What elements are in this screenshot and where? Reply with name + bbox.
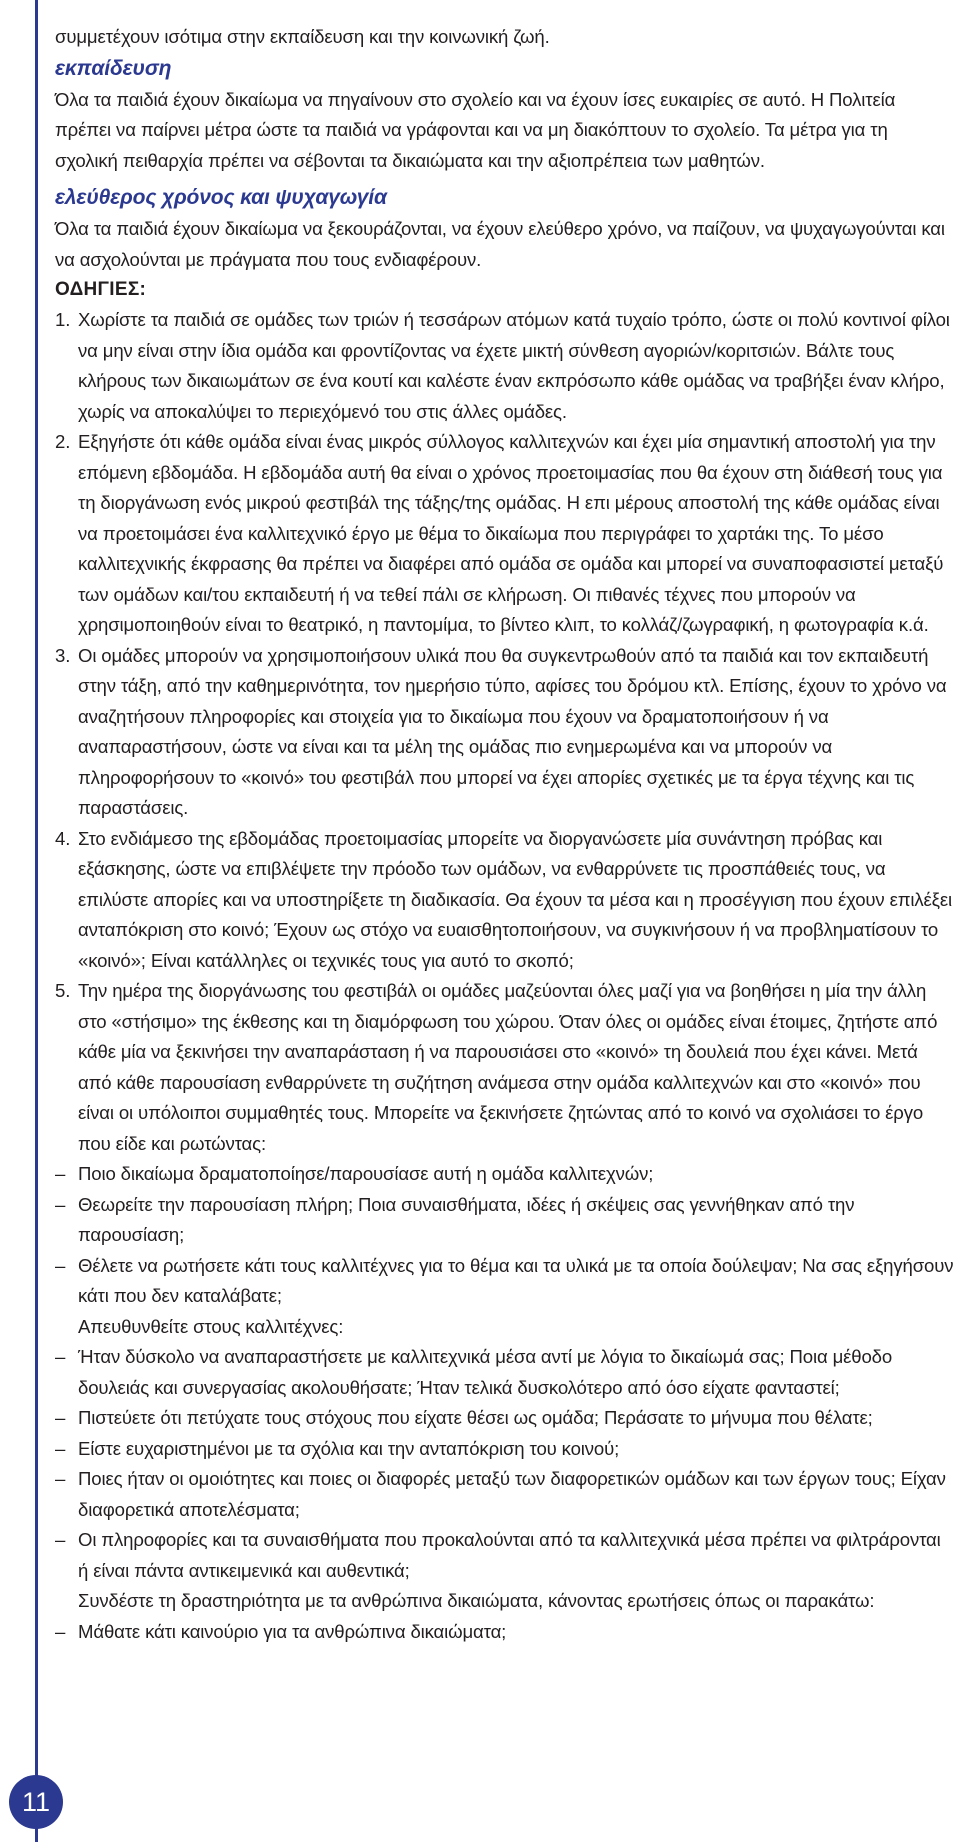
dash-bullet: – (55, 1346, 66, 1367)
instructions-title: ΟΔΗΓΙΕΣ: (55, 279, 147, 300)
list-item (55, 1617, 955, 1648)
audience-question: Θέλετε να ρωτήσετε κάτι τους καλλιτέχνες για το θέμα και τα υλικά με τα οποία δούλεψαν; Να σας εξηγήσουν κάτι που δεν καταλάβατε; (78, 1254, 954, 1306)
leisure-heading: ελεύθερος χρόνος και ψυχαγωγία (55, 186, 387, 209)
artist-questions-list (55, 1342, 955, 1586)
artist-question: Είστε ευχαριστημένοι με τα σχόλια και την ανταπόκριση του κοινού; (78, 1437, 620, 1459)
step-number: 5. (55, 980, 71, 1001)
step-number: 3. (55, 644, 71, 666)
instruction-step (55, 305, 955, 427)
step-text: Την ημέρα της διοργάνωσης του φεστιβάλ οι ομάδες μαζεύονται όλες μαζί για να βοηθήσει η μία την άλλη στο «στήσιμο» της έκθεσης και τη διαμόρφωση του χώρου. Όταν όλες οι ομάδες είναι έτοιμες, ζητήστε από κάθε μία να ξεκινήσει την αναπαράσταση ή να παρουσιάσει στο «κοινό» τη δουλειά που έχει κάνει. Μετά από κάθε παρουσίαση ενθαρρύνετε τη συζήτηση ανάμεσα στην ομάδα καλλιτεχνών και στο «κοινό» που είναι οι υπόλοιποι συμμαθητές τους. Μπορείτε να ξεκινήσετε ζητώντας από το κοινό να σχολιάσει το έργο που είδε και ρωτώντας: (78, 980, 938, 1154)
artist-question: Πιστεύετε ότι πετύχατε τους στόχους που είχατε θέσει ως ομάδα; Περάσατε το μήνυμα που θέλατε; (78, 1407, 873, 1428)
instruction-step (55, 641, 955, 824)
step-number: 2. (55, 431, 71, 452)
dash-bullet: – (55, 1407, 66, 1428)
audience-questions-list (55, 1159, 955, 1312)
instruction-step (55, 824, 955, 977)
list-item (55, 1434, 955, 1465)
audience-question: Ποιο δικαίωμα δραματοποίησε/παρουσίασε αυτή η ομάδα καλλιτεχνών; (78, 1163, 654, 1184)
list-item (55, 1525, 955, 1586)
dash-bullet: – (55, 1437, 66, 1459)
page-number: 11 (9, 1775, 63, 1829)
leisure-text: Όλα τα παιδιά έχουν δικαίωμα να ξεκουράζονται, να έχουν ελεύθερο χρόνο, να παίζουν, να ψυχαγωγούνται και να ασχολούνται με πράγματα που τους ενδιαφέρουν. (55, 218, 945, 270)
artist-question: Ήταν δύσκολο να αναπαραστήσετε με καλλιτεχνικά μέσα αντί με λόγια το δικαίωμά σας; Ποια μέθοδο δουλειάς και συνεργασίας ακολουθήσατε; Ήταν τελικά δυσκολότερο από όσο είχατε φανταστεί; (78, 1346, 893, 1398)
dash-bullet: – (55, 1620, 66, 1642)
list-item (55, 1190, 955, 1251)
education-text: Όλα τα παιδιά έχουν δικαίωμα να πηγαίνουν στο σχολείο και να έχουν ίσες ευκαιρίες σε αυτό. Η Πολιτεία πρέπει να παίρνει μέτρα ώστε τα παιδιά να γράφονται και να μη διακόπτουν το σχολείο. Τα μέτρα για τη σχολική πειθαρχία πρέπει να σέβονται τα δικαιώματα και την αξιοπρέπεια των μαθητών. (55, 88, 896, 171)
step-number: 4. (55, 827, 71, 849)
step-text: Εξηγήστε ότι κάθε ομάδα είναι ένας μικρός σύλλογος καλλιτεχνών και έχει μία σημαντική αποστολή για την επόμενη εβδομάδα. Η εβδομάδα αυτή θα είναι ο χρόνος προετοιμασίας που θα έχουν στη διάθεσή τους για τη διοργάνωση ενός μικρού φεστιβάλ της τάξης/της ομάδας. Η επι μέρους αποστολή της κάθε ομάδας είναι να προετοιμάσει ένα καλλιτεχνικό έργο με θέμα το δικαίωμα που περιγράφει το χαρτάκι της. Το μέσο καλλιτεχνικής έκφρασης θα πρέπει να διαφέρει από ομάδα σε ομάδα και μπορεί να συναποφασιστεί μεταξύ των ομάδων και/του εκπαιδευτή ή να τεθεί πάλι σε κλήρωση. Οι πιθανές τέχνες που μπορούν να χρησιμοποιηθούν είναι το θεατρικό, η παντομίμα, το βίντεο κλιπ, το κολλάζ/ζωγραφική, η φωτογραφία κ.ά. (78, 431, 944, 635)
step-number: 1. (55, 309, 71, 330)
dash-bullet: – (55, 1163, 66, 1184)
audience-question: Θεωρείτε την παρουσίαση πλήρη; Ποια συναισθήματα, ιδέες ή σκέψεις σας γεννήθηκαν από την παρουσίαση; (78, 1193, 855, 1245)
instruction-step (55, 427, 955, 641)
list-item (55, 1159, 955, 1190)
list-item (55, 1403, 955, 1434)
instruction-step (55, 976, 955, 1159)
instructions-list (55, 305, 955, 1159)
dash-bullet: – (55, 1193, 66, 1215)
step-text: Στο ενδιάμεσο της εβδομάδας προετοιμασίας μπορείτε να διοργανώσετε μία συνάντηση πρόβας και εξάσκησης, ώστε να επιβλέψετε την πρόοδο των ομάδων, να ενθαρρύνετε τις προσπάθειές τους, να επιλύστε απορίες και να υποστηρίξετε τη διαδικασία. Θα έχουν τα μέσα και η προσέγγιση που έχουν επιλέξει ανταπόκριση στο κοινό; Έχουν ως στόχο να ευαισθητοποιήσουν, να συγκινήσουν ή να προβληματίσουν το «κοινό»; Είναι κατάλληλες οι τεχνικές τους για αυτό το σκοπό; (78, 827, 952, 971)
list-item (55, 1342, 955, 1403)
left-margin-rule (35, 0, 38, 1842)
rights-question: Μάθατε κάτι καινούριο για τα ανθρώπινα δικαιώματα; (78, 1620, 507, 1642)
list-item (55, 1251, 955, 1312)
dash-bullet: – (55, 1529, 66, 1550)
dash-bullet: – (55, 1468, 66, 1489)
page-content (55, 22, 955, 1647)
rights-link-label: Συνδέστε τη δραστηριότητα με τα ανθρώπινα δικαιώματα, κάνοντας ερωτήσεις όπως οι παρακάτω: (78, 1590, 875, 1611)
dash-bullet: – (55, 1254, 66, 1276)
education-heading: εκπαίδευση (55, 56, 172, 80)
intro-tail: συμμετέχουν ισότιμα στην εκπαίδευση και την κοινωνική ζωή. (55, 26, 550, 47)
list-item (55, 1464, 955, 1525)
artist-question: Οι πληροφορίες και τα συναισθήματα που προκαλούνται από τα καλλιτεχνικά μέσα πρέπει να φιλτράρονται ή είναι πάντα αντικειμενικά και αυθεντικά; (78, 1529, 941, 1581)
rights-questions-list (55, 1617, 955, 1648)
artists-label: Απευθυνθείτε στους καλλιτέχνες: (78, 1315, 344, 1337)
step-text: Οι ομάδες μπορούν να χρησιμοποιήσουν υλικά που θα συγκεντρωθούν από τα παιδιά και τον εκπαιδευτή στην τάξη, από την καθημερινότητα, τον ημερήσιο τύπο, αφίσες του δρόμου κτλ. Επίσης, έχουν το χρόνο να αναζητήσουν πληροφορίες και στοιχεία για το δικαίωμα που έχουν να δραματοποιήσουν ή να αναπαραστήσουν, ώστε να είναι και τα μέλη της ομάδας πιο ενημερωμένα και να μπορούν να πληροφορήσουν το «κοινό» του φεστιβάλ που μπορεί να έχει απορίες σχετικές με τα έργα τέχνης και τις παραστάσεις. (78, 644, 947, 818)
artist-question: Ποιες ήταν οι ομοιότητες και ποιες οι διαφορές μεταξύ των διαφορετικών ομάδων και των έργων τους; Είχαν διαφορετικά αποτελέσματα; (78, 1468, 946, 1520)
step-text: Χωρίστε τα παιδιά σε ομάδες των τριών ή τεσσάρων ατόμων κατά τυχαίο τρόπο, ώστε οι πολύ κοντινοί φίλοι να μην είναι στην ίδια ομάδα και φροντίζοντας να έχετε μικτή σύνθεση αγοριών/κοριτσιών. Βάλτε τους κλήρους των δικαιωμάτων σε ένα κουτί και καλέστε έναν εκπρόσωπο κάθε ομάδας να τραβήξει έναν κλήρο, χωρίς να αποκαλύψει το περιεχόμενό του στις άλλες ομάδες. (78, 309, 950, 422)
